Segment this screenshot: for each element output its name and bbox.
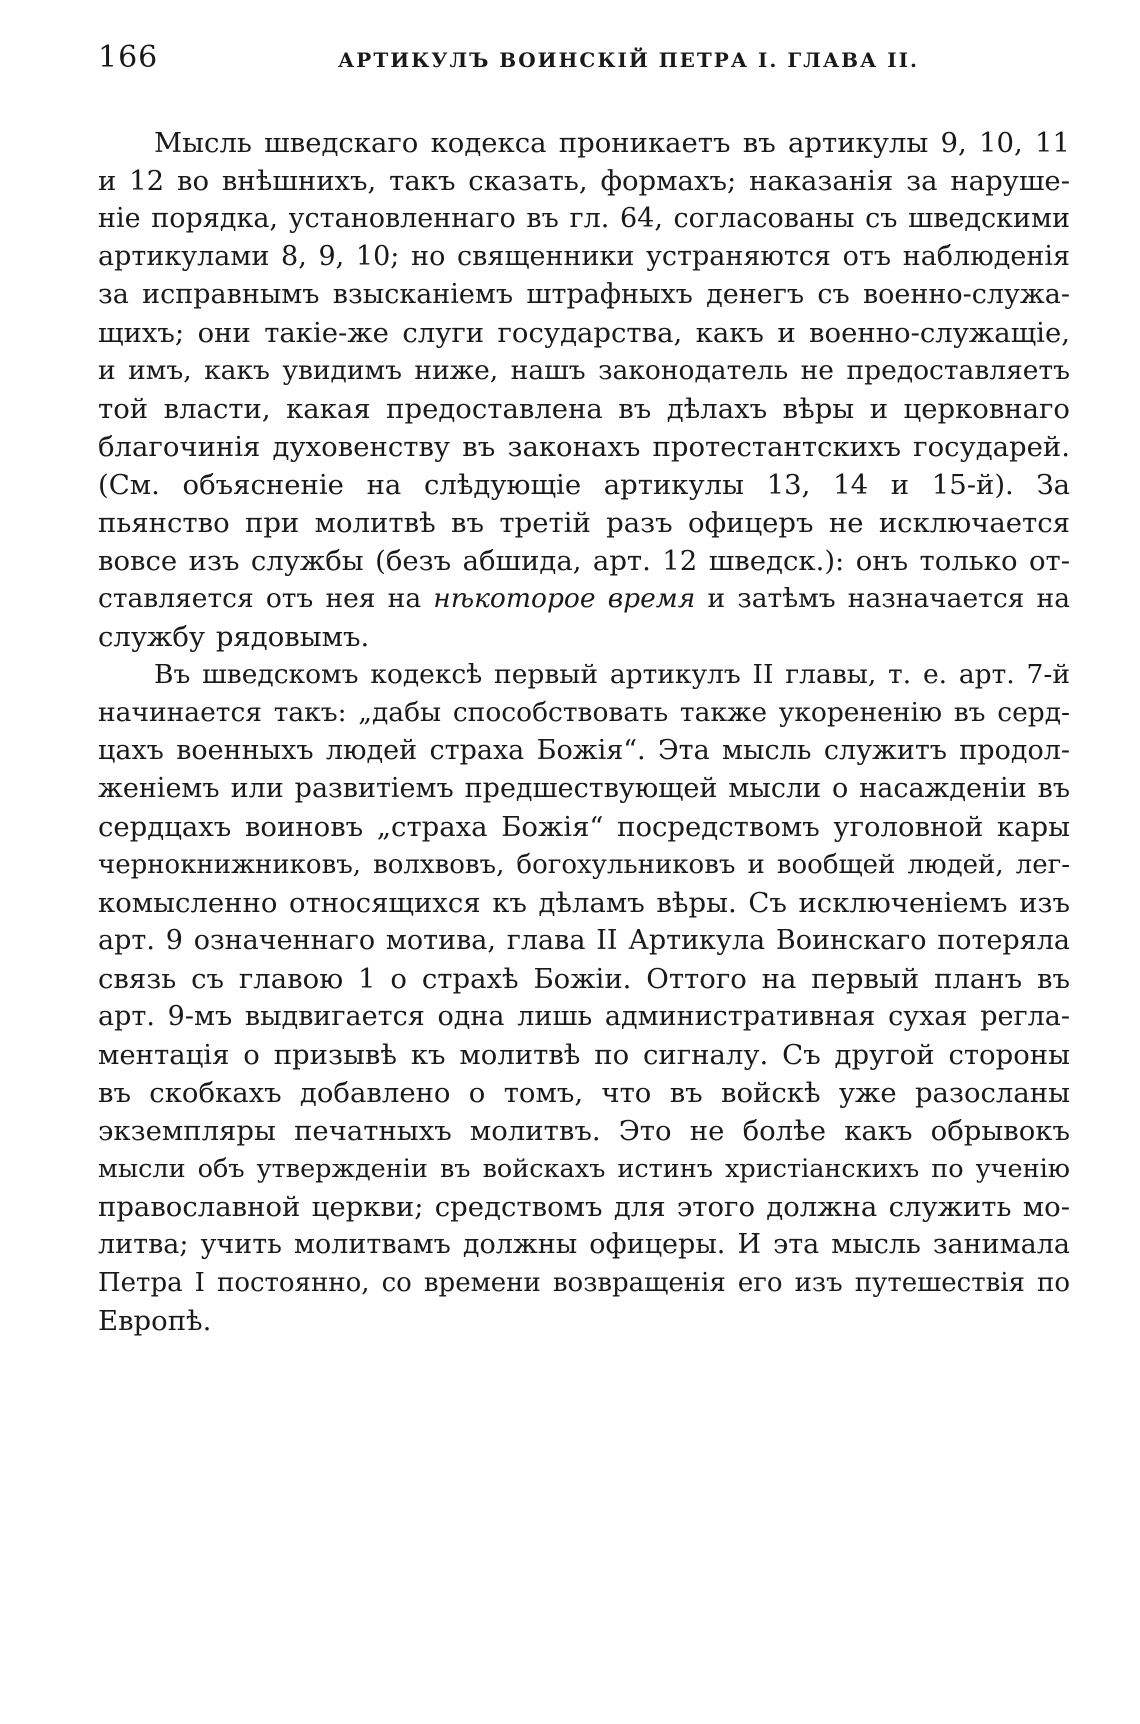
text-fragment: ставляется отъ нея на <box>98 583 434 614</box>
text-line: (См. объясненіе на слѣдующіе артикулы 13, 14 и 15-й). За <box>98 469 1070 501</box>
text-line: въ скобкахъ добавлено о томъ, что въ войскѣ уже разосланы <box>98 1077 1070 1109</box>
text-line: ментація о призывѣ къ молитвѣ по сигналу. Съ другой стороны <box>98 1039 1070 1071</box>
text-line: арт. 9 означеннаго мотива, глава II Артикула Воинскаго потеряла <box>98 925 1070 956</box>
text-line: православной церкви; средствомъ для этого должна служить мо- <box>98 1191 1070 1223</box>
text-line: чернокнижниковъ, волхвовъ, богохульниковъ и вообщей людей, лег- <box>98 850 1070 880</box>
italic-phrase: нѣкоторое время <box>433 583 696 614</box>
text-line: мысли объ утвержденіи въ войскахъ истинъ христіанскихъ по ученію <box>98 1154 1070 1184</box>
running-head <box>98 40 1068 80</box>
text-line: Мысль шведскаго кодекса проникаетъ въ артикулы 9, 10, 11 <box>154 127 1070 159</box>
text-fragment: и затѣмъ назначается на <box>695 583 1070 614</box>
text-line: арт. 9-мъ выдвигается одна лишь административная сухая регла- <box>98 1001 1070 1032</box>
text-line: женіемъ или развитіемъ предшествующей мысли о насажденіи въ <box>98 773 1070 804</box>
text-line-with-italic <box>98 580 1070 618</box>
text-line-last: службу рядовымъ. <box>98 621 370 653</box>
text-line: экземпляры печатныхъ молитвъ. Это не болѣе какъ обрывокъ <box>98 1115 1070 1147</box>
text-line: Петра I постоянно, со времени возвращенія его изъ путешествія по <box>98 1268 1070 1298</box>
text-line: той власти, какая предоставлена въ дѣлахъ вѣры и церковнаго <box>98 393 1070 425</box>
text-line: связь съ главою 1 о страхѣ Божіи. Оттого на первый планъ въ <box>98 963 1070 995</box>
running-title: АРТИКУЛЪ ВОИНСКІЙ ПЕТРА I. ГЛАВА II. <box>338 48 919 72</box>
text-line: пьянство при молитвѣ въ третій разъ офицеръ не исключается <box>98 507 1070 539</box>
text-line: и 12 во внѣшнихъ, такъ сказать, формахъ; наказанія за наруше- <box>98 165 1070 197</box>
text-line-last: Европѣ. <box>98 1305 212 1337</box>
text-line: сердцахъ воиновъ „страха Божія“ посредствомъ уголовной кары <box>98 811 1070 843</box>
text-line: за исправнымъ взысканіемъ штрафныхъ денегъ съ военно-служа- <box>98 279 1070 310</box>
text-line: литва; учить молитвамъ должны офицеры. И эта мысль занимала <box>98 1229 1070 1260</box>
text-line: комысленно относящихся къ дѣламъ вѣры. Съ исключеніемъ изъ <box>98 887 1070 919</box>
text-line: цахъ военныхъ людей страха Божія“. Эта мысль служитъ продол- <box>98 735 1070 766</box>
text-line: артикулами 8, 9, 10; но священники устраняются отъ наблюденія <box>98 241 1070 272</box>
paragraph-2 <box>98 656 1070 1340</box>
text-line: вовсе изъ службы (безъ абшида, арт. 12 шведск.): онъ только от- <box>98 545 1070 577</box>
page-number: 166 <box>98 40 159 75</box>
text-line: и имъ, какъ увидимъ ниже, нашъ законодатель не предоставляетъ <box>98 355 1070 386</box>
paragraph-1 <box>98 124 1070 656</box>
text-line: Въ шведскомъ кодексѣ первый артикулъ II главы, т. е. арт. 7-й <box>154 659 1070 690</box>
text-line: начинается такъ: „дабы способствовать также укорененію въ серд- <box>98 697 1070 728</box>
text-line: щихъ; они такіе-же слуги государства, какъ и военно-служащіе, <box>98 317 1070 349</box>
text-line: ніе порядка, установленнаго въ гл. 64, согласованы съ шведскими <box>98 203 1070 234</box>
text-line: благочинія духовенству въ законахъ протестантскихъ государей. <box>98 431 1070 463</box>
body-text <box>98 124 1070 1340</box>
